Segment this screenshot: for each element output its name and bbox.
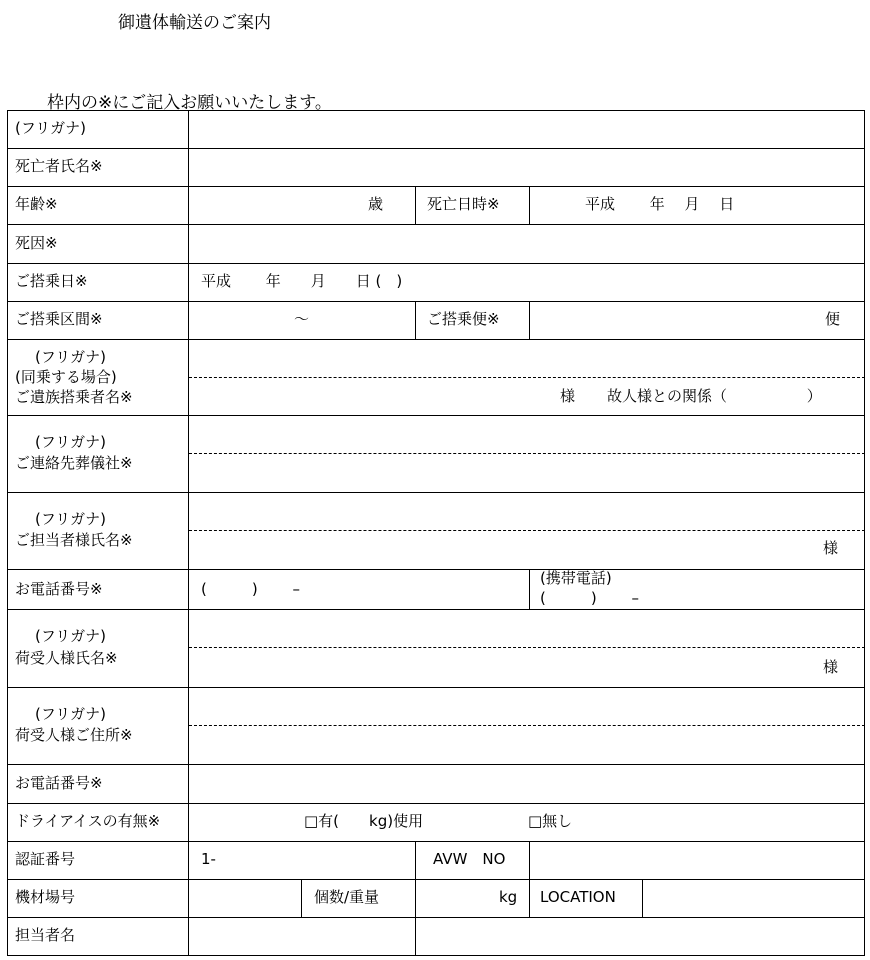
death-date-value[interactable]: 平成 年 月 日 bbox=[585, 195, 735, 213]
funeral-furigana-label: (フリガナ) bbox=[35, 433, 106, 451]
avw-no-label: AVW NO bbox=[433, 850, 506, 868]
funeral-home-input[interactable] bbox=[193, 456, 861, 488]
consignee-address-input[interactable] bbox=[193, 728, 861, 760]
instruction-text: 枠内の※にご記入お願いいたします。 bbox=[47, 93, 332, 113]
family-condition-label: (同乗する場合) bbox=[15, 368, 117, 386]
dry-ice-no-checkbox[interactable]: □無し bbox=[528, 812, 573, 830]
deceased-name-label: 死亡者氏名※ bbox=[15, 157, 103, 175]
family-passenger-label: ご遺族搭乗者名※ bbox=[15, 388, 133, 406]
family-sama: 様 bbox=[560, 387, 576, 405]
location-label: LOCATION bbox=[540, 888, 616, 906]
boarding-date-value[interactable]: 平成 年 月 日 ( ) bbox=[201, 272, 403, 290]
funeral-home-label: ご連絡先葬儀社※ bbox=[15, 454, 133, 472]
consignee-address-label: 荷受人様ご住所※ bbox=[15, 726, 133, 744]
phone-label: お電話番号※ bbox=[15, 580, 103, 598]
cause-label: 死因※ bbox=[15, 234, 58, 252]
cert-number-label: 認証番号 bbox=[15, 850, 76, 868]
staff-name-label: ご担当者様氏名※ bbox=[15, 531, 133, 549]
person-in-charge-label: 担当者名 bbox=[15, 926, 76, 944]
consignee-phone-label: お電話番号※ bbox=[15, 774, 103, 792]
deceased-name-input[interactable] bbox=[193, 151, 861, 183]
dry-ice-yes-checkbox[interactable]: □有( kg)使用 bbox=[304, 812, 424, 830]
staff-sama: 様 bbox=[823, 539, 839, 557]
furigana-input[interactable] bbox=[193, 113, 861, 145]
consignee-sama: 様 bbox=[823, 658, 839, 676]
cert-number-value[interactable]: 1- bbox=[201, 850, 216, 868]
section-tilde: ～ bbox=[294, 310, 310, 328]
staff-furigana-label: (フリガナ) bbox=[35, 510, 106, 528]
mobile-label: (携帯電話) bbox=[540, 569, 612, 587]
family-relation[interactable]: 故人様との関係（ ） bbox=[607, 387, 822, 405]
mobile-value[interactable]: ( ) – bbox=[540, 589, 639, 607]
family-furigana-label: (フリガナ) bbox=[35, 348, 106, 366]
consignee-name-label: 荷受人様氏名※ bbox=[15, 649, 118, 667]
count-weight-label: 個数/重量 bbox=[314, 888, 380, 906]
flight-unit: 便 bbox=[825, 310, 841, 328]
boarding-section-label: ご搭乗区間※ bbox=[15, 310, 103, 328]
dry-ice-label: ドライアイスの有無※ bbox=[15, 812, 161, 830]
boarding-date-label: ご搭乗日※ bbox=[15, 272, 88, 290]
furigana-label: (フリガナ) bbox=[15, 119, 86, 137]
kg-unit: kg bbox=[499, 888, 518, 906]
consignee-phone-input[interactable] bbox=[193, 768, 861, 800]
consignee-furigana-label: (フリガナ) bbox=[35, 627, 106, 645]
cause-input[interactable] bbox=[193, 228, 861, 260]
transport-form-table bbox=[7, 110, 865, 956]
equipment-label: 機材場号 bbox=[15, 888, 76, 906]
flight-label: ご搭乗便※ bbox=[427, 310, 500, 328]
phone-value[interactable]: ( ) – bbox=[201, 580, 300, 598]
address-furigana-label: (フリガナ) bbox=[35, 705, 106, 723]
age-unit: 歳 bbox=[368, 195, 384, 213]
death-date-label: 死亡日時※ bbox=[427, 195, 500, 213]
age-label: 年齢※ bbox=[15, 195, 58, 213]
document-title: 御遺体輸送のご案内 bbox=[118, 13, 271, 33]
